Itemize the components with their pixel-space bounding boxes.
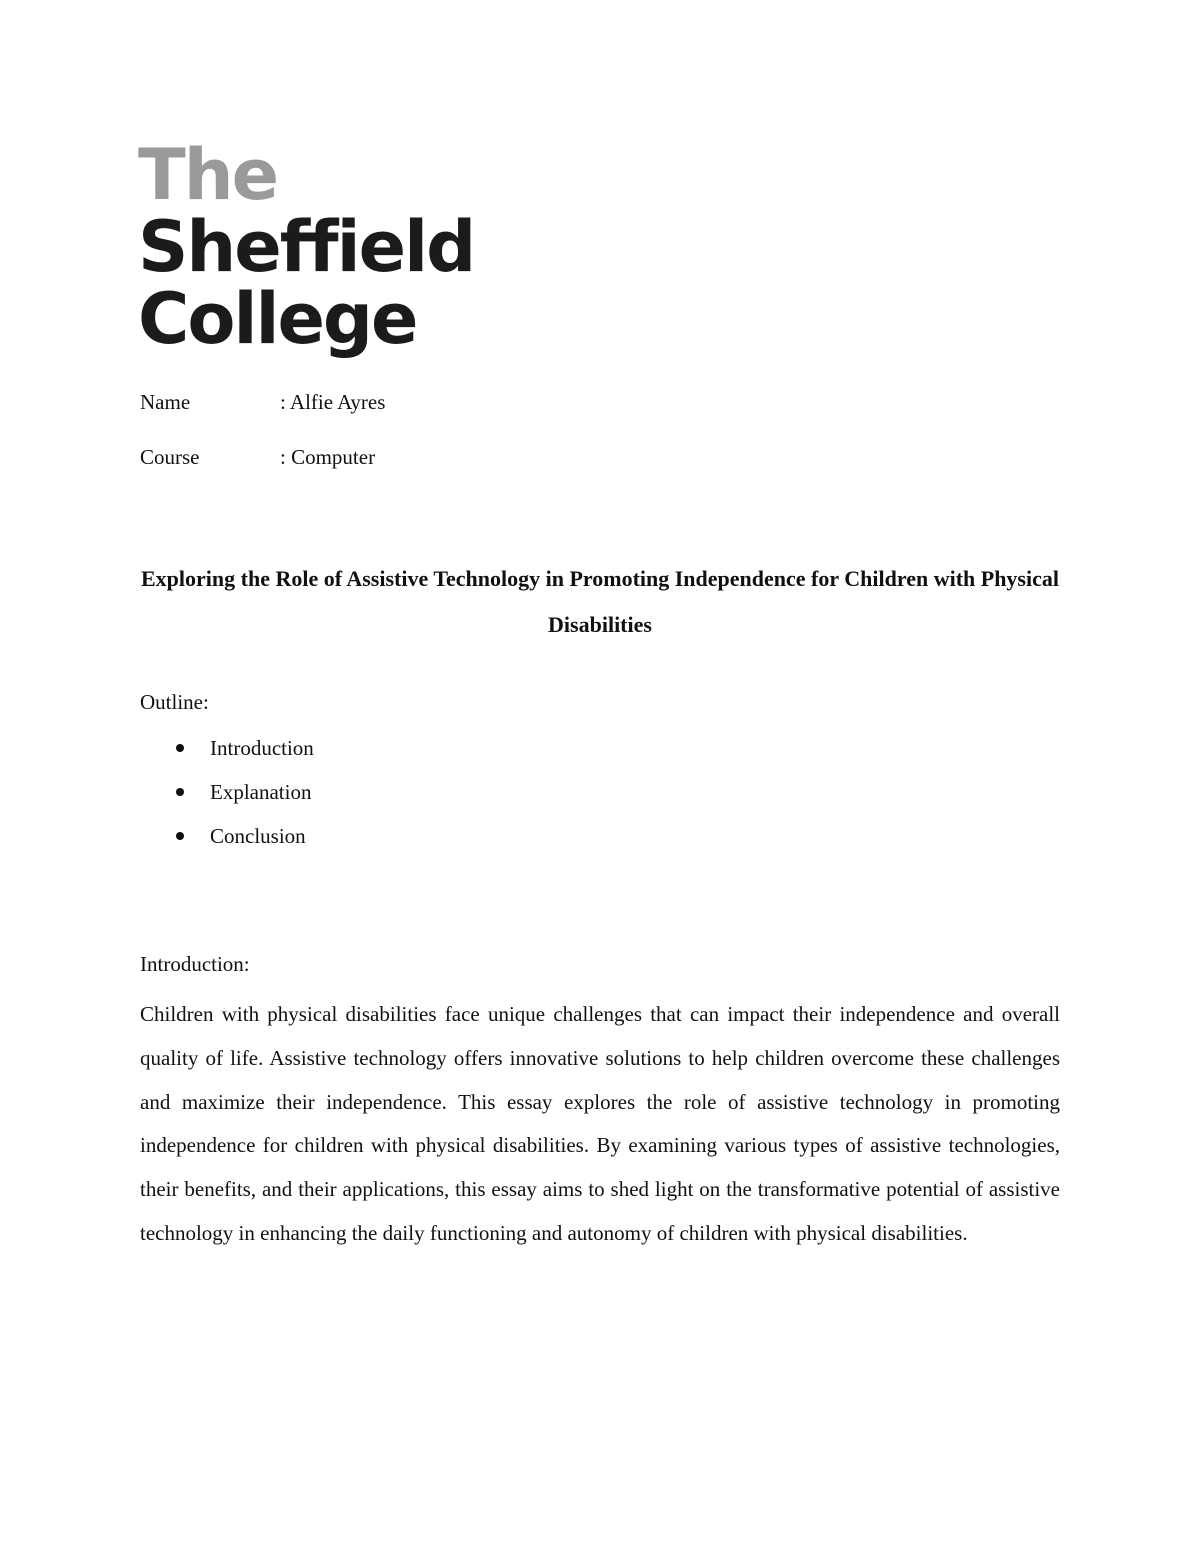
outline-item <box>170 777 314 821</box>
name-row <box>140 390 385 415</box>
outline-item <box>170 733 314 777</box>
essay-title: Exploring the Role of Assistive Technology in Promoting Independence for Children with Physical Disabilities <box>141 566 1059 637</box>
bullet-icon <box>176 788 184 796</box>
logo-college-text: College <box>138 278 417 360</box>
introduction-heading: Introduction: <box>140 952 250 976</box>
name-label: Name <box>140 390 191 414</box>
college-logo <box>138 134 475 360</box>
outline-item-label: Conclusion <box>210 824 306 848</box>
course-label: Course <box>140 445 200 469</box>
outline-heading: Outline: <box>140 690 209 714</box>
logo-sheffield-text: Sheffield <box>138 206 475 288</box>
outline-list <box>170 733 314 865</box>
course-row <box>140 445 375 470</box>
bullet-icon <box>176 744 184 752</box>
outline-item-label: Introduction <box>210 736 314 760</box>
logo-the-text: The <box>138 134 278 216</box>
outline-item <box>170 821 314 865</box>
introduction-paragraph: Children with physical disabilities face unique challenges that can impact their independence and overall quality of life. Assistive technology offers innovative solutions to help children overcome these challenges and maximize their independence. This essay explores the role of assistive technology in promoting independence for children with physical disabilities. By examining various types of assistive technologies, their benefits, and their applications, this essay aims to shed light on the transformative potential of assistive technology in enhancing the daily functioning and autonomy of children with physical disabilities. <box>140 1002 1060 1245</box>
bullet-icon <box>176 832 184 840</box>
outline-item-label: Explanation <box>210 780 312 804</box>
name-value: : Alfie Ayres <box>280 390 386 414</box>
course-value: : Computer <box>280 445 376 469</box>
